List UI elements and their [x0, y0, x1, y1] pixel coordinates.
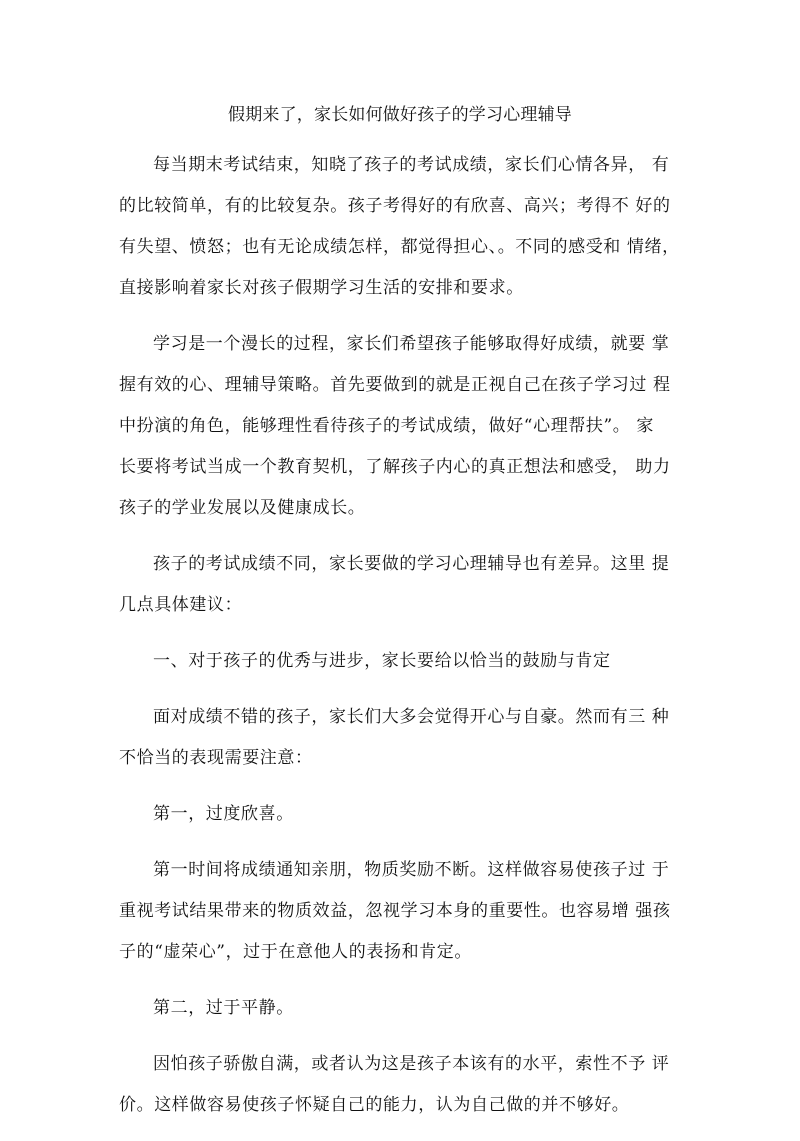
- paragraph-line: 因怕孩子骄傲自满，或者认为这是孩子本该有的水平，索性不予 评: [153, 1054, 670, 1074]
- paragraph-line: 不恰当的表现需要注意：: [119, 748, 313, 768]
- subheading-line: 第二，过于平静。: [153, 998, 294, 1018]
- paragraph-4: [119, 697, 709, 779]
- paragraph-line: 长要将考试当成一个教育契机，了解孩子内心的真正想法和感受， 助力: [119, 457, 671, 477]
- paragraph-1: [119, 145, 709, 309]
- paragraph-2: [119, 324, 709, 529]
- paragraph-line: 直接影响着家长对孩子假期学习生活的安排和要求。: [119, 278, 524, 298]
- paragraph-line: 学习是一个漫长的过程，家长们希望孩子能够取得好成绩，就要 掌: [153, 334, 670, 354]
- paragraph-6: [119, 1044, 709, 1126]
- paragraph-line: 孩子的学业发展以及健康成长。: [119, 498, 366, 518]
- paragraph-line: 重视考试结果带来的物质效益，忽视学习本身的重要性。也容易增 强孩: [119, 901, 671, 921]
- paragraph-line: 价。这样做容易使孩子怀疑自己的能力，认为自己做的并不够好。: [119, 1095, 630, 1115]
- paragraph-line: 面对成绩不错的孩子，家长们大多会觉得开心与自豪。然而有三 种: [153, 707, 670, 727]
- paragraph-5: [119, 850, 709, 973]
- section-heading-line: 一、对于孩子的优秀与进步，家长要给以恰当的鼓励与肯定: [153, 651, 611, 671]
- paragraph-line: 子的“虚荣心”，过于在意他人的表扬和肯定。: [119, 942, 472, 962]
- document-body: [119, 145, 709, 1141]
- paragraph-line: 几点具体建议：: [119, 595, 243, 615]
- paragraph-line: 有失望、愤怒；也有无论成绩怎样，都觉得担心、。不同的感受和 情绪，: [119, 237, 680, 257]
- paragraph-line: 每当期末考试结束，知晓了孩子的考试成绩，家长们心情各异， 有: [153, 155, 670, 175]
- paragraph-line: 第一时间将成绩通知亲朋，物质奖励不断。这样做容易使孩子过 于: [153, 860, 670, 880]
- subheading-first: [119, 794, 709, 835]
- paragraph-line: 中扮演的角色，能够理性看待孩子的考试成绩，做好“心理帮扶”。 家: [119, 416, 654, 436]
- paragraph-line: 握有效的心、理辅导策略。首先要做到的就是正视自己在孩子学习过 程: [119, 375, 671, 395]
- paragraph-3: [119, 544, 709, 626]
- subheading-line: 第一，过度欣喜。: [153, 804, 294, 824]
- paragraph-line: 孩子的考试成绩不同，家长要做的学习心理辅导也有差异。这里 提: [153, 554, 670, 574]
- document-title: 假期来了，家长如何做好孩子的学习心理辅导: [228, 105, 572, 125]
- paragraph-line: 的比较简单，有的比较复杂。孩子考得好的有欣喜、高兴；考得不 好的: [119, 196, 671, 216]
- section-heading-1: [119, 641, 709, 682]
- subheading-second: [119, 988, 709, 1029]
